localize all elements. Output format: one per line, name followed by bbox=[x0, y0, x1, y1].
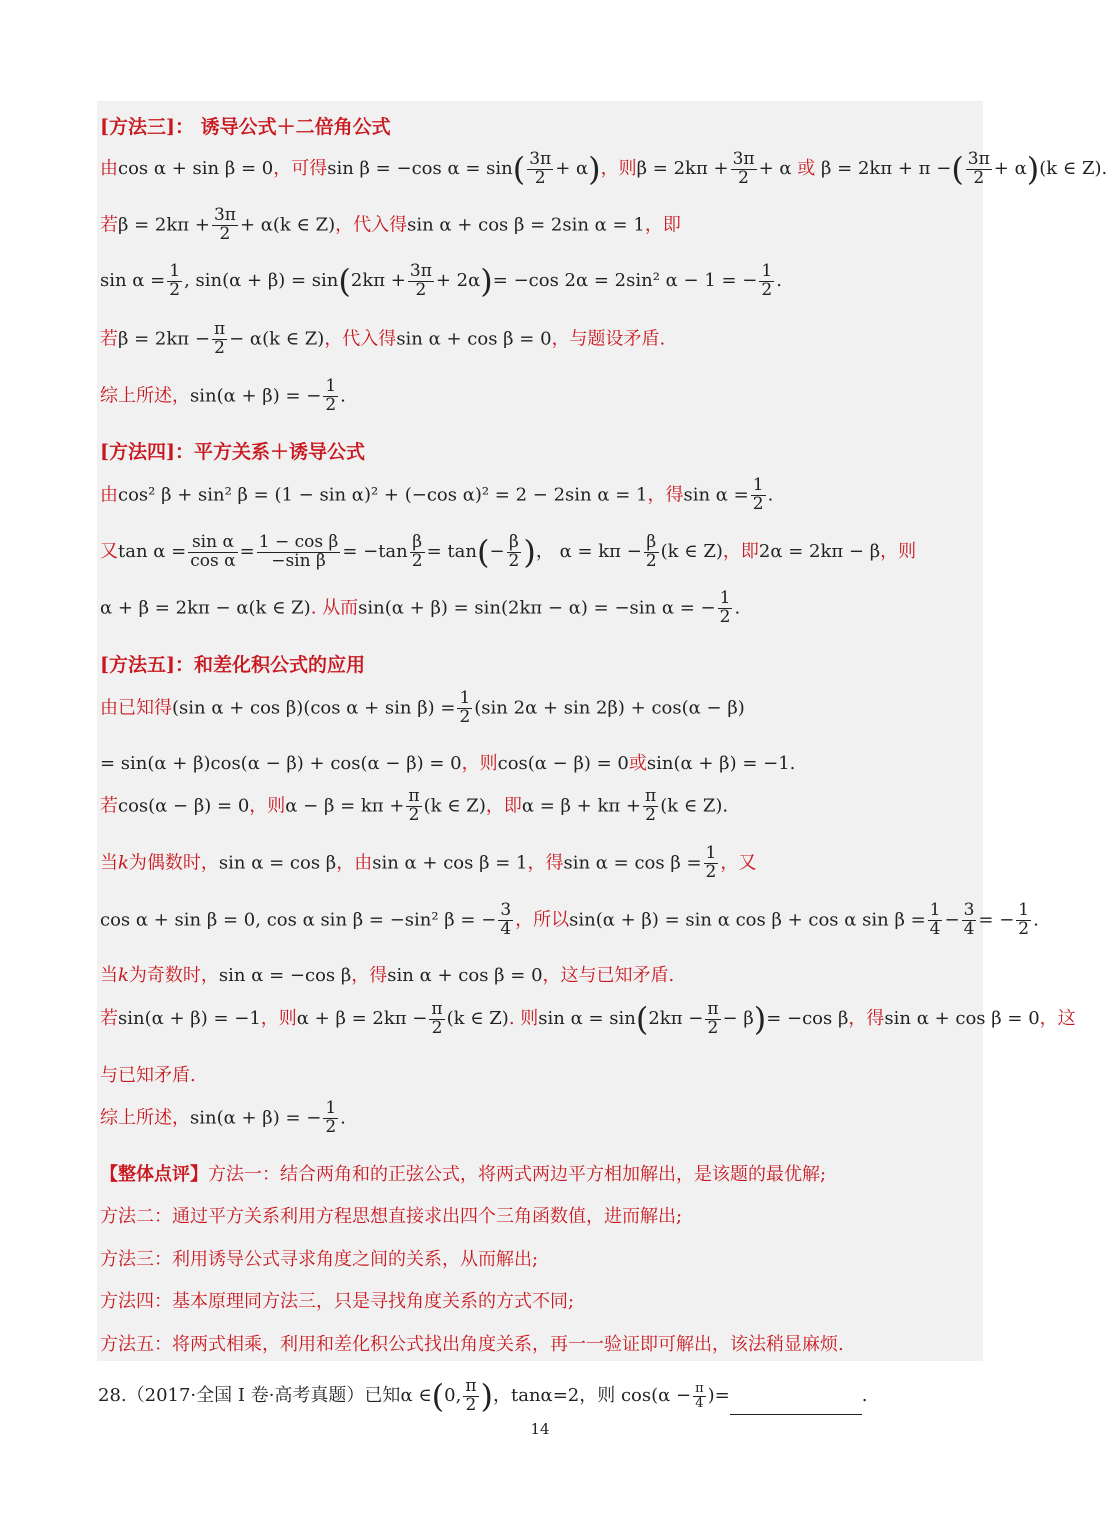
method3-line1: 由cos α + sin β = 0，可得sin β = −cos α = sin( $\frac{3\pi}{2}$ + α)，则β = 2kπ + $\frac{3\pi}{2}$ + α 或 β = 2kπ + π −( $\frac{3\pi}{2}$ + α)(k ∈ Z). bbox=[100, 148, 1107, 188]
method3-conclusion: 综上所述，sin(α + β) = − $\frac{1}{2}$ . bbox=[100, 376, 346, 415]
method5-conclusion: 综上所述，sin(α + β) = − $\frac{1}{2}$ . bbox=[100, 1098, 346, 1137]
review-line2: 方法二：通过平方关系利用方程思想直接求出四个三角函数值，进而解出; bbox=[100, 1206, 683, 1227]
method5-line6: 当k为奇数时，sin α = −cos β，得sin α + cos β = 0，这与已知矛盾. bbox=[100, 965, 675, 986]
method4-line2: 又tan α = $\frac{\text{sin α}}{\text{cos α}}$ = $\frac{\text{1 − cos β}}{\text{−sin β}}$ = −tan $\frac{\beta}{2}$ = tan(− $\frac{\beta}{2}$ )， α = kπ − $\frac{\beta}{2}$ (k ∈ Z)，即2α = 2kπ − β，则 bbox=[100, 531, 917, 571]
question-28: 28.（2017·全国 I 卷·高考真题）已知α ∈(0, $\frac{\pi}{2}$ )，tanα=2，则 cos(α − $\frac{\pi}{4}$ )= . bbox=[98, 1375, 868, 1415]
method3-line2: 若β = 2kπ + $\frac{3\pi}{2}$ + α(k ∈ Z)，代入得sin α + cos β = 2sin α = 1，即 bbox=[100, 205, 681, 244]
answer-blank[interactable] bbox=[730, 1394, 862, 1415]
method5-line2: = sin(α + β)cos(α − β) + cos(α − β) = 0，则cos(α − β) = 0或sin(α + β) = −1. bbox=[100, 753, 796, 774]
method5-line1: 由已知得(sin α + cos β)(cos α + sin β) = $\frac{1}{2}$ (sin 2α + sin 2β) + cos(α − β) bbox=[100, 688, 745, 727]
method5-line7: 若sin(α + β) = −1，则α + β = 2kπ − $\frac{\pi}{2}$ (k ∈ Z). 则sin α = sin(2kπ − $\frac{\pi}{2}$ − β)= −cos β，得sin α + cos β = 0，这 bbox=[100, 998, 1076, 1038]
method4-line3: α + β = 2kπ − α(k ∈ Z). 从而sin(α + β) = sin(2kπ − α) = −sin α = − $\frac{1}{2}$ . bbox=[100, 588, 741, 627]
method5-line4: 当k为偶数时，sin α = cos β，由sin α + cos β = 1，得sin α = cos β = $\frac{1}{2}$ ，又 bbox=[100, 843, 757, 882]
method3-line4: 若β = 2kπ − $\frac{\pi}{2}$ − α(k ∈ Z)，代入得sin α + cos β = 0，与题设矛盾. bbox=[100, 319, 666, 358]
review-line3: 方法三：利用诱导公式寻求角度之间的关系，从而解出; bbox=[100, 1249, 539, 1270]
review-line1: 【整体点评】方法一：结合两角和的正弦公式，将两式两边平方相加解出，是该题的最优解; bbox=[100, 1164, 827, 1185]
page-number: 14 bbox=[530, 1420, 550, 1438]
method5-line8: 与已知矛盾. bbox=[100, 1065, 196, 1086]
review-line5: 方法五：将两式相乘，利用和差化积公式找出角度关系，再一一验证即可解出，该法稍显麻烦. bbox=[100, 1334, 844, 1355]
method4-line1: 由cos² β + sin² β = (1 − sin α)² + (−cos α)² = 2 − 2sin α = 1，得sin α = $\frac{1}{2}$ . bbox=[100, 475, 774, 514]
review-line4: 方法四：基本原理同方法三，只是寻找角度关系的方式不同; bbox=[100, 1291, 575, 1312]
method4-heading: [方法四]：平方关系＋诱导公式 bbox=[100, 441, 365, 463]
method3-line3: sin α = $\frac{1}{2}$ , sin(α + β) = sin(2kπ + $\frac{3\pi}{2}$ + 2α)= −cos 2α = 2sin² α − 1 = − $\frac{1}{2}$ . bbox=[100, 260, 782, 300]
method5-line5: cos α + sin β = 0, cos α sin β = −sin² β = − $\frac{3}{4}$ ，所以sin(α + β) = sin α cos β + cos α sin β = $\frac{1}{4}$ − $\frac{3}{4}$ = − $\frac{1}{2}$ . bbox=[100, 900, 1039, 939]
method5-heading: [方法五]：和差化积公式的应用 bbox=[100, 654, 365, 676]
method5-line3: 若cos(α − β) = 0，则α − β = kπ + $\frac{\pi}{2}$ (k ∈ Z)，即α = β + kπ + $\frac{\pi}{2}$ (k ∈ Z). bbox=[100, 786, 729, 825]
method3-heading: [方法三]： 诱导公式＋二倍角公式 bbox=[100, 116, 391, 138]
